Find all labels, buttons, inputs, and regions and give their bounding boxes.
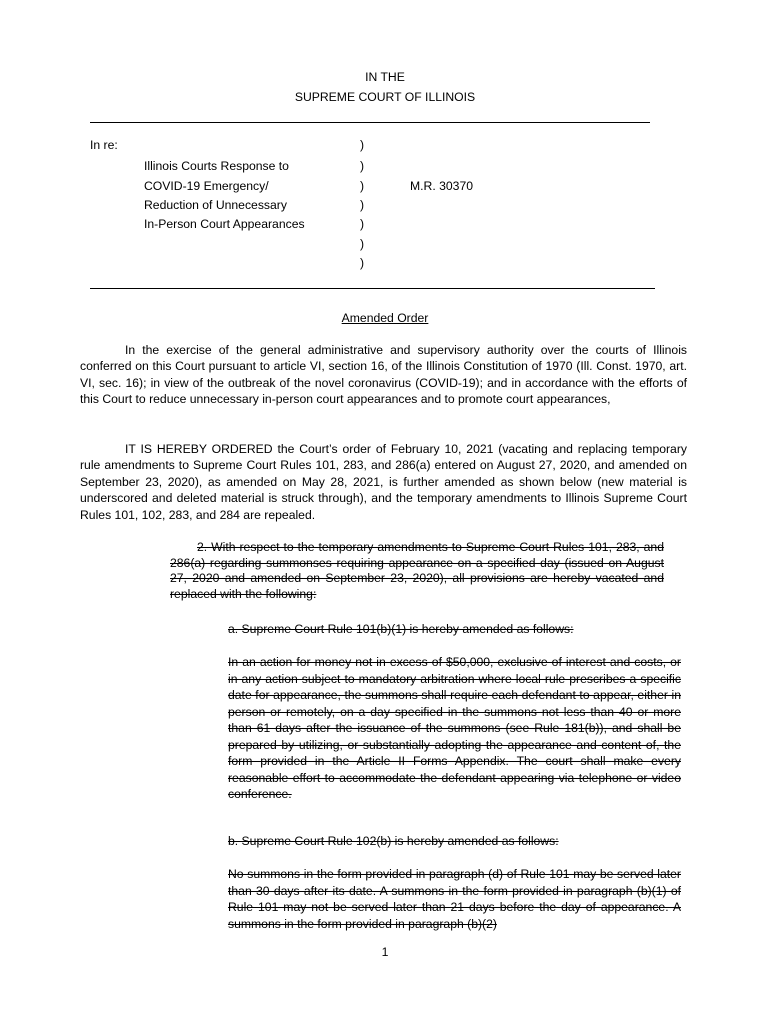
- order-title: Amended Order: [341, 311, 429, 325]
- caption-title-line-2: COVID-19 Emergency/: [144, 179, 269, 193]
- item-b-deleted-text: No summons in the form provided in paragraph (d) of Rule 101 may be served later than 30 days after its date. A summons in the form provided in paragraph (b)(1) of Rule 101 may not be served later than 21 days before the day of appearance. A summons in the form provided in paragraph (b)(2): [228, 867, 681, 931]
- item-b-heading: b. Supreme Court Rule 102(b) is hereby amended as follows:: [228, 834, 559, 848]
- caption-paren: ): [360, 256, 365, 270]
- caption-title-line-3: Reduction of Unnecessary: [144, 198, 287, 212]
- caption-title-line-4: In-Person Court Appearances: [144, 217, 305, 231]
- caption-rule: [90, 288, 655, 289]
- caption-paren: ): [360, 179, 365, 193]
- caption-title-line-1: Illinois Courts Response to: [144, 159, 289, 173]
- docket-number: M.R. 30370: [410, 179, 474, 193]
- item-a-heading: a. Supreme Court Rule 101(b)(1) is hereby amended as follows:: [228, 622, 574, 636]
- header-rule: [90, 122, 650, 123]
- caption-paren: ): [360, 138, 365, 152]
- page-number: 1: [381, 945, 389, 959]
- caption-paren: ): [360, 159, 365, 173]
- court-heading-line2: SUPREME COURT OF ILLINOIS: [294, 90, 476, 104]
- caption-paren: ): [360, 198, 365, 212]
- caption-paren: ): [360, 237, 365, 251]
- caption-paren: ): [360, 217, 365, 231]
- in-re-label: In re:: [90, 138, 118, 152]
- item-2-deleted-text: 2. With respect to the temporary amendments to Supreme Court Rules 101, 283, and 286(a) regarding summonses requiring appearance on a specified day (issued on August 27, 2020 and amended on September 23, 2020), all provisions are hereby vacated and replaced with the following:: [170, 540, 664, 601]
- order-paragraph-2: IT IS HEREBY ORDERED the Court’s order of February 10, 2021 (vacating and replacing temporary rule amendments to Supreme Court Rules 101, 283, and 286(a) entered on August 27, 2020, and amended on September 23, 2020), as amended on May 28, 2021, is further amended as shown below (new material is underscored and deleted material is struck through), and the temporary amendments to Illinois Supreme Court Rules 101, 102, 283, and 284 are repealed.: [80, 442, 687, 522]
- order-paragraph-1: In the exercise of the general administrative and supervisory authority over the courts of Illinois conferred on this Court pursuant to article VI, section 16, of the Illinois Constitution of 1970 (Ill. Const. 1970, art. VI, sec. 16); in view of the outbreak of the novel coronavirus (COVID-19); and in accordance with the efforts of this Court to reduce unnecessary in-person court appearances and to promote court appearances,: [80, 343, 687, 407]
- court-heading-line1: IN THE: [365, 70, 405, 84]
- item-a-deleted-text: In an action for money not in excess of $50,000, exclusive of interest and costs, or in any action subject to mandatory arbitration where local rule prescribes a specific date for appearance, the summons shall require each defendant to appear, either in person or remotely, on a day specified in the summons not less than 40 or more than 61 days after the issuance of the summons (see Rule 181(b)), and shall be prepared by utilizing, or substantially adopting the appearance and content of, the form provided in the Article II Forms Appendix. The court shall make every reasonable effort to accommodate the defendant appearing via telephone or video conference.: [228, 655, 681, 801]
